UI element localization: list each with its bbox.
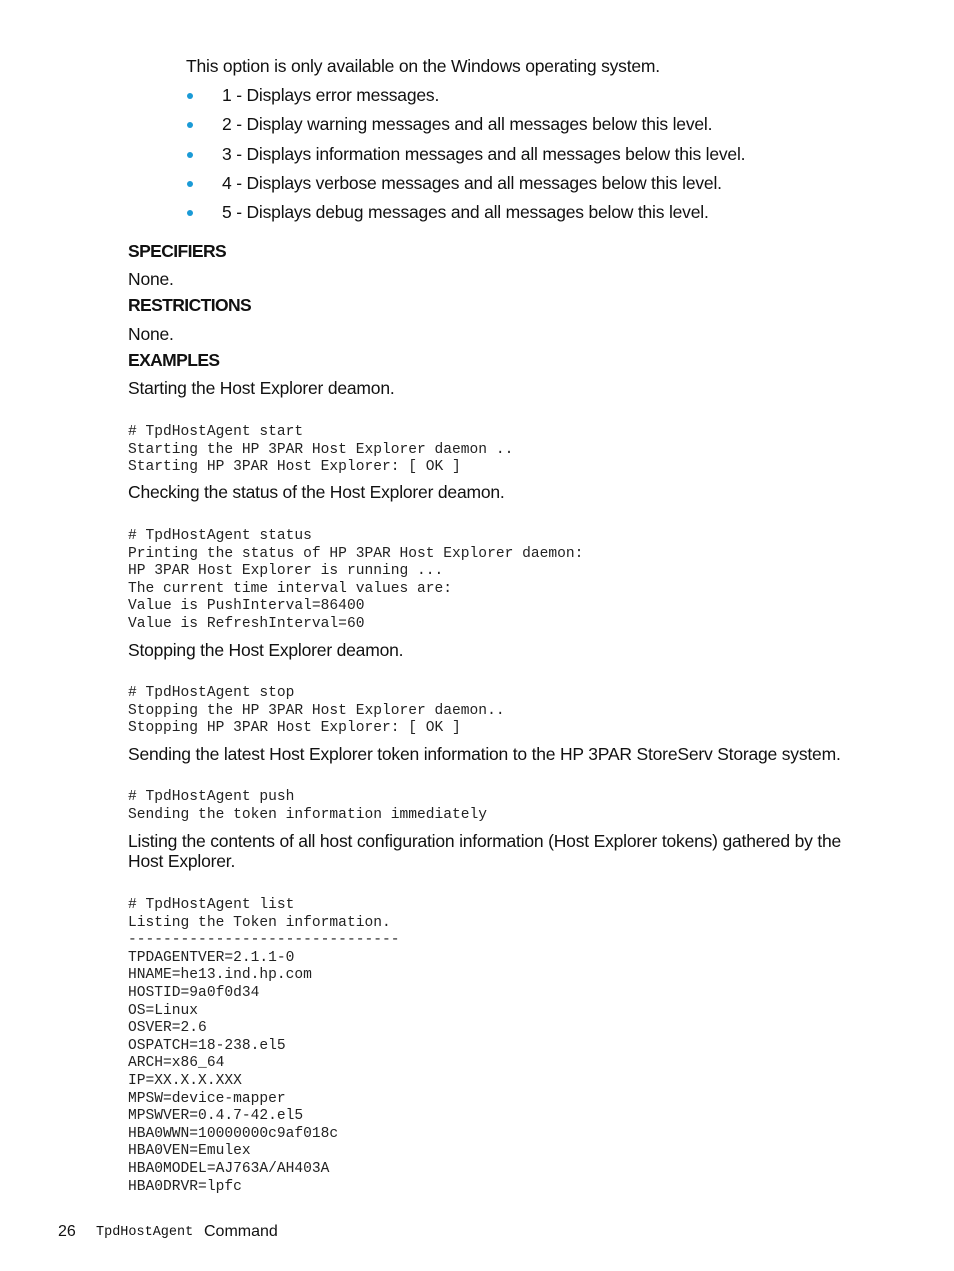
bullet-icon [187,181,193,187]
example-caption-start: Starting the Host Explorer deamon. [128,378,395,398]
list-item: 3 - Displays information messages and all messages below this level. [185,142,745,171]
specifiers-heading: SPECIFIERS [128,241,227,261]
intro-text: This option is only available on the Windows operating system. [186,56,660,76]
list-item: 4 - Displays verbose messages and all messages below this level. [185,171,745,200]
example-caption-list-cont: Host Explorer. [128,851,236,871]
bullet-icon [187,152,193,158]
code-block-stop: # TpdHostAgent stop Stopping the HP 3PAR Host Explorer daemon.. Stopping HP 3PAR Host Explorer: [ OK ] [128,685,505,737]
code-block-status: # TpdHostAgent status Printing the status of HP 3PAR Host Explorer daemon: HP 3PAR Host Explorer is running ... The current time interval values are: Value is PushInterval=86400 Value is RefreshInterval=60 [128,528,584,632]
code-block-list: # TpdHostAgent list Listing the Token information. ------------------------------- TPDAGENTVER=2.1.1-0 HNAME=he13.ind.hp.com HOSTID=9a0f0d34 OS=Linux OSVER=2.6 OSPATCH=18-238.el5 ARCH=x86_64 IP=XX.X.X.XXX MPSW=device-mapper MPSWVER=0.4.7-42.el5 HBA0WWN=10000000c9af018c HBA0VEN=Emulex HBA0MODEL=AJ763A/AH403A HBA0DRVR=lpfc [128,897,400,1195]
specifiers-text: None. [128,269,174,289]
restrictions-heading: RESTRICTIONS [128,295,252,315]
example-caption-list: Listing the contents of all host configuration information (Host Explorer tokens) gathered by the [128,831,842,851]
footer-label: Command [204,1223,278,1240]
example-caption-push: Sending the latest Host Explorer token information to the HP 3PAR StoreServ Storage system. [128,744,841,764]
bullet-icon [187,93,193,99]
example-caption-status: Checking the status of the Host Explorer deamon. [128,482,505,502]
example-caption-stop: Stopping the Host Explorer deamon. [128,640,404,660]
code-block-start: # TpdHostAgent start Starting the HP 3PAR Host Explorer daemon .. Starting HP 3PAR Host Explorer: [ OK ] [128,424,514,476]
list-item: 5 - Displays debug messages and all messages below this level. [185,200,745,229]
restrictions-text: None. [128,324,174,344]
log-level-list [185,83,745,229]
bullet-icon [187,122,193,128]
code-block-push: # TpdHostAgent push Sending the token information immediately [128,789,488,823]
footer-command: TpdHostAgent [96,1225,194,1240]
examples-heading: EXAMPLES [128,350,220,370]
list-item: 2 - Display warning messages and all messages below this level. [185,112,745,141]
page-number: 26 [58,1223,76,1240]
bullet-icon [187,210,193,216]
list-item: 1 - Displays error messages. [185,83,745,112]
